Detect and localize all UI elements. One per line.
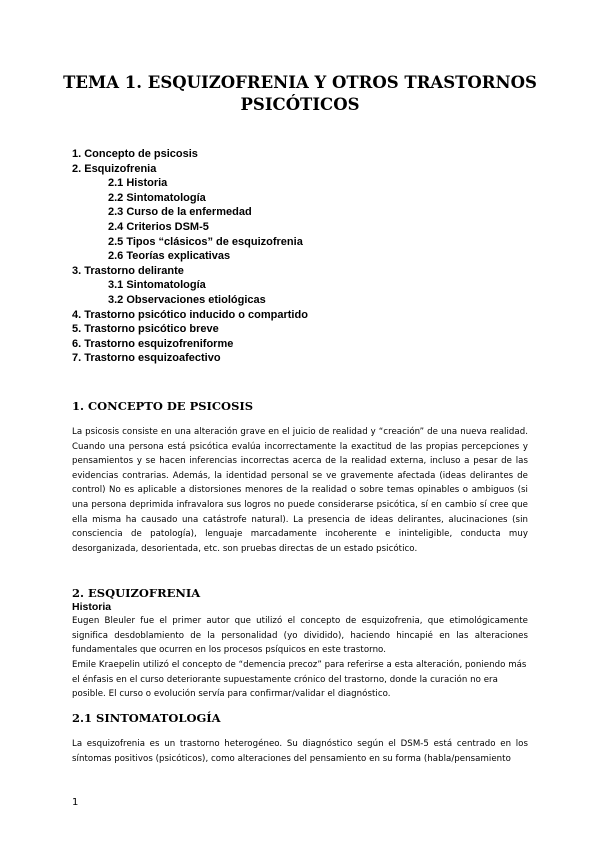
toc-subitem: 2.1 Historia [108,177,168,190]
toc-subitem: 2.2 Sintomatología [108,191,206,204]
toc-subitem: 3.2 Observaciones etiológicas [108,293,266,306]
section-heading-esquizofrenia: 2. ESQUIZOFRENIA [72,586,201,600]
title-line-2: PSICÓTICOS [240,95,360,114]
toc-item: 5. Trastorno psicótico breve [72,323,219,336]
toc-item: 2. Esquizofrenia [72,162,157,175]
page-number: 1 [72,797,79,808]
toc-item: 6. Trastorno esquizofreniforme [72,337,234,350]
toc-item: 7. Trastorno esquizoafectivo [72,352,221,365]
toc-item: 4. Trastorno psicótico inducido o compartido [72,308,308,321]
toc-item: 1. Concepto de psicosis [72,148,198,160]
section-heading-sintomatologia: 2.1 SINTOMATOLOGÍA [72,711,221,725]
section-heading-concepto: 1. CONCEPTO DE PSICOSIS [72,399,254,413]
document-title [60,72,540,116]
title-line-1: TEMA 1. ESQUIZOFRENIA Y OTROS TRASTORNOS [63,73,537,92]
section-paragraph-concepto: La psicosis consiste en una alteración grave en el juicio de realidad y “creación” de una nueva realidad. Cuando una persona está psicótica evalúa incorrectamente la exactitud de las propias percepciones y pensamientos y se hacen inferencias incorrectas acerca de la realidad externa, incluso a pesar de las evidencias contrarias. Además, la identidad personal se ve gravemente afectada (ideas delirantes de control) No es aplicable a distorsiones menores de la realidad o sobre temas opinables o ambiguos (si una persona deprimida infravalora sus logros no puede considerarse psicótica, sí en cambio sí cree que ella misma ha causado una catástrofe natural). La presencia de ideas delirantes, alucinaciones (sin consciencia de patología), lenguaje marcadamente incoherente e ininteligible, conducta muy desorganizada, desorientada, etc. son pruebas directas de un estado psicótico. [72,427,528,554]
toc-subitem: 3.1 Sintomatología [108,279,206,292]
toc-subitem: 2.3 Curso de la enfermedad [108,206,252,219]
paragraph-kraepelin: Emile Kraepelin utilizó el concepto de “demencia precoz” para referirse a esta alteración, poniendo más el énfasis en el curso deteriorante supuestamente crónico del trastorno, donde la curación no era posible. El curso o evolución servía para confirmar/validar el diagnóstico. [72,660,527,700]
toc-item: 3. Trastorno delirante [72,264,184,277]
toc-subitem: 2.6 Teorías explicativas [108,250,231,263]
paragraph-bleuler: Eugen Bleuler fue el primer autor que utilizó el concepto de esquizofrenia, que etimológicamente significa desdoblamiento de la personalidad (yo dividido), haciendo hincapié en las alteraciones fundamentales que ocurren en los procesos psíquicos en este trastorno. [72,616,528,656]
subheading-historia: Historia [72,601,112,613]
toc-subitem: 2.5 Tipos “clásicos” de esquizofrenia [108,235,303,248]
toc-subitem: 2.4 Criterios DSM-5 [108,220,209,233]
paragraph-sintomatologia: La esquizofrenia es un trastorno heterogéneo. Su diagnóstico según el DSM-5 está centrado en los síntomas positivos (psicóticos), como alteraciones del pensamiento en su forma (habla/pensamiento [72,739,528,764]
table-of-contents [72,147,308,366]
